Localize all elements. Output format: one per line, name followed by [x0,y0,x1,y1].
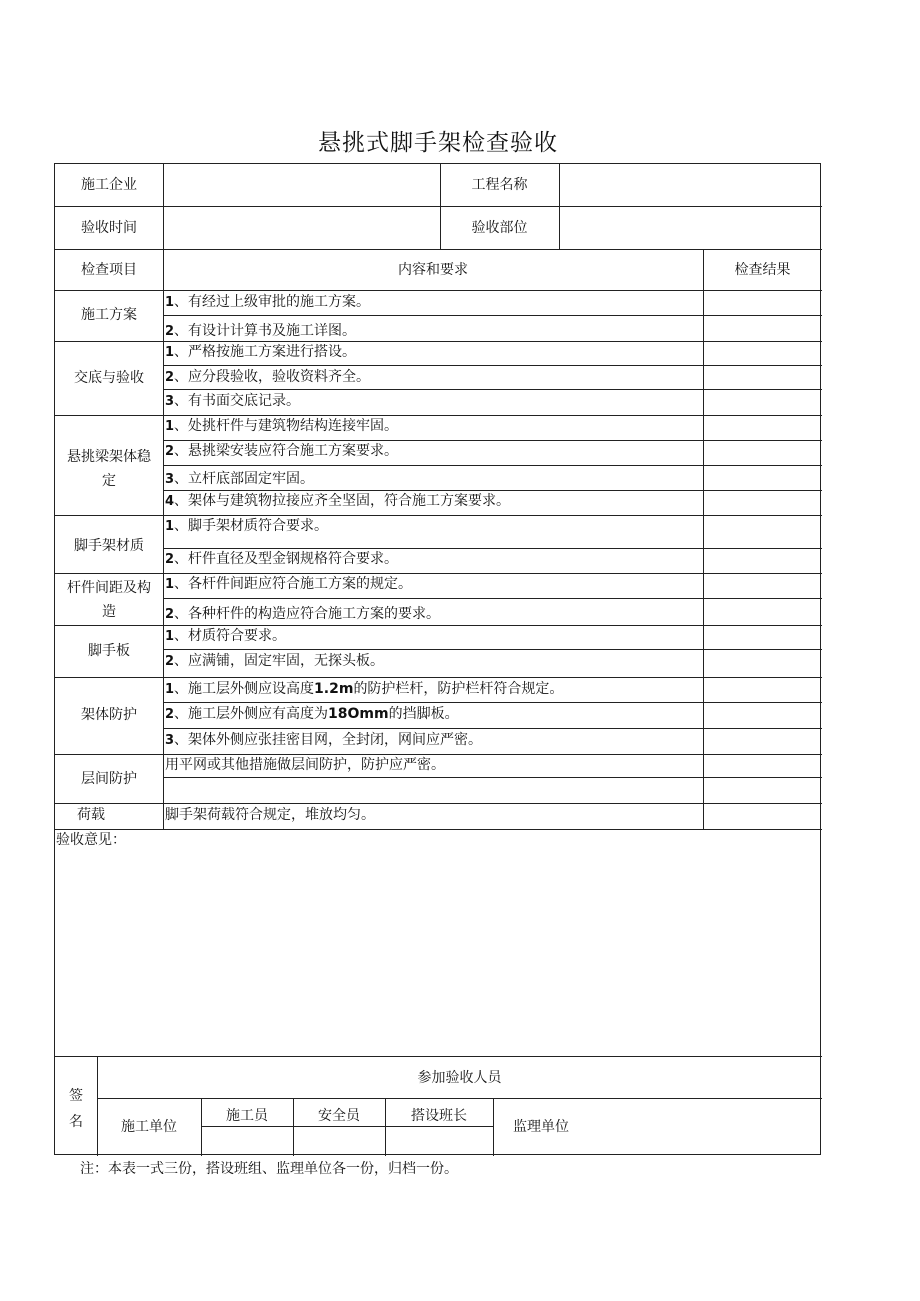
safety-signature-field[interactable] [294,1127,384,1155]
grid-line [493,1098,494,1156]
requirement-row: 1、严格按施工方案进行搭设。 [165,344,357,360]
section-label: 交底与验收 [74,370,144,386]
grid-line [55,415,822,416]
grid-line [163,315,822,316]
requirement-row: 脚手架荷载符合规定，堆放均匀。 [165,807,375,823]
grid-line [163,440,822,441]
grid-line [55,829,822,830]
company-label: 施工企业 [81,177,137,193]
project-field[interactable] [560,165,820,206]
grid-line [163,389,822,390]
section-label: 施工方案 [81,307,137,323]
grid-line [163,490,822,491]
requirement-row: 2、施工层外侧应有高度为18Omm的挡脚板。 [165,706,459,722]
section-label: 层间防护 [81,771,137,787]
company-field[interactable] [164,165,439,206]
grid-line [55,341,822,342]
requirement-row: 2、杆件直径及型金钢规格符合要求。 [165,551,399,567]
construction-unit-label: 施工单位 [121,1119,177,1135]
requirement-row: 2、应分段验收，验收资料齐全。 [165,369,371,385]
requirement-row: 2、有设计计算书及施工详图。 [165,323,357,339]
grid-line [97,1098,822,1099]
grid-line [163,548,822,549]
grid-line [163,728,822,729]
time-field[interactable] [164,207,439,248]
grid-line [163,598,822,599]
supervision-unit-label: 监理单位 [513,1119,569,1135]
section-label: 脚手板 [88,643,130,659]
grid-line [163,777,822,778]
part-field[interactable] [560,207,820,248]
requirement-row: 3、架体外侧应张挂密目网，全封闭，网间应严密。 [165,732,483,748]
requirement-row: 1、有经过上级审批的施工方案。 [165,294,371,310]
part-label: 验收部位 [471,220,528,236]
time-label: 验收时间 [81,220,137,236]
grid-line [163,702,822,703]
requirement-row: 2、悬挑梁安装应符合施工方案要求。 [165,443,399,459]
requirement-row: 4、架体与建筑物拉接应齐全坚固，符合施工方案要求。 [165,493,511,509]
opinion-area[interactable] [56,852,821,1054]
requirement-row: 3、有书面交底记录。 [165,393,301,409]
requirement-row: 2、各种杆件的构造应符合施工方案的要求。 [165,606,441,622]
signature-label: 签 名 [69,1088,83,1130]
section-label: 脚手架材质 [74,538,144,554]
requirement-row: 1、处挑杆件与建筑物结构连接牢固。 [165,418,399,434]
grid-line [163,465,822,466]
column-header-item: 检查项目 [81,262,137,278]
grid-line [163,649,822,650]
participants-heading: 参加验收人员 [417,1070,502,1086]
grid-line [55,677,822,678]
worker-signature-field[interactable] [202,1127,292,1155]
requirement-row: 3、立杆底部固定牢固。 [165,471,315,487]
opinion-label: 验收意见： [56,832,126,848]
grid-line [55,754,822,755]
grid-line [703,249,704,829]
requirement-row: 用平网或其他措施做层间防护，防护应严密。 [165,757,445,773]
grid-line [55,1056,822,1057]
requirement-row: 1、各杆件间距应符合施工方案的规定。 [165,576,413,592]
requirement-row: 1、脚手架材质符合要求。 [165,518,329,534]
page-title: 悬挑式脚手架检查验收 [318,130,558,156]
section-label: 悬挑梁架体稳 定 [67,449,151,489]
requirement-row: 1、施工层外侧应设高度1.2m的防护栏杆，防护栏杆符合规定。 [165,681,564,697]
requirement-row: 2、应满铺，固定牢固，无探头板。 [165,653,385,669]
safety-officer-label: 安全员 [318,1108,360,1124]
inspection-form [54,163,821,1155]
section-label: 荷载 [77,807,105,823]
grid-line [55,803,822,804]
grid-line [55,515,822,516]
requirement-row: 1、材质符合要求。 [165,628,287,644]
team-leader-label: 搭设班长 [411,1108,467,1124]
grid-line [163,365,822,366]
worker-label: 施工员 [226,1108,268,1124]
grid-line [55,625,822,626]
section-label: 架体防护 [81,707,137,723]
leader-signature-field[interactable] [386,1127,492,1155]
grid-line [55,290,822,291]
footnote: 注：本表一式三份，搭设班组、监理单位各一份，归档一份。 [80,1161,458,1177]
grid-line [55,249,822,250]
column-header-content: 内容和要求 [398,262,468,278]
column-header-result: 检查结果 [734,262,791,278]
project-label: 工程名称 [471,177,528,193]
grid-line [55,573,822,574]
section-label: 杆件间距及构 造 [67,580,151,620]
